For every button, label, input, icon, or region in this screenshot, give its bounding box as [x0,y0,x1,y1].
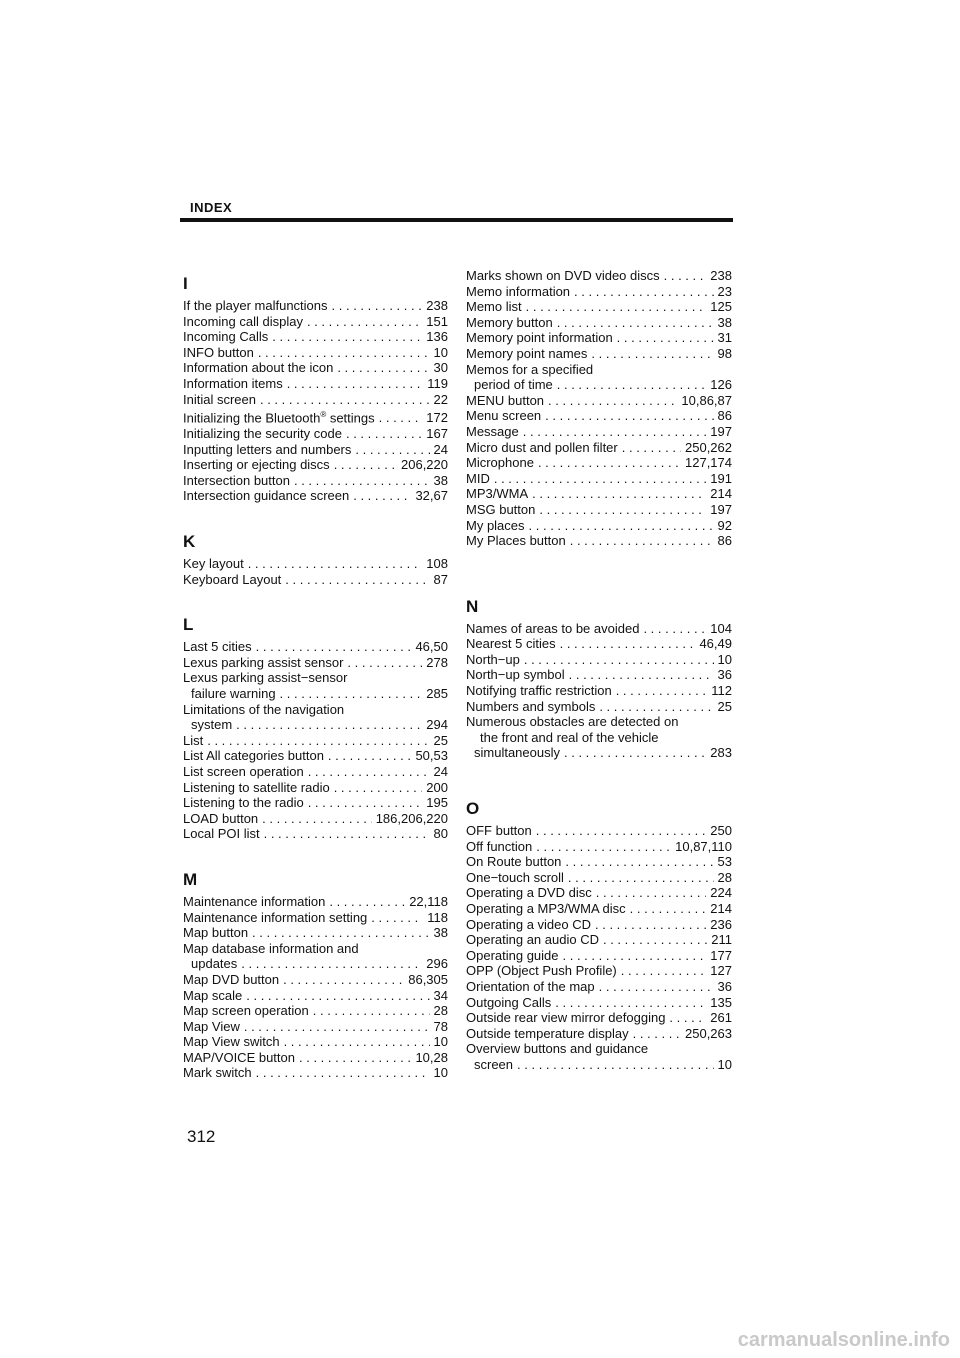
section-letter: L [183,615,194,635]
index-entry: Map DVD button . . . 86,305 [183,972,448,988]
index-entry: MENU button . . . 10,86,87 [466,393,732,409]
index-entry: Intersection button . . . 38 [183,473,448,489]
index-entry: My Places button . . . 86 [466,533,732,549]
index-entry: Names of areas to be avoided . . . 104 [466,621,732,637]
index-entry: Last 5 cities . . . 46,50 [183,639,448,655]
section-k [183,528,448,587]
index-column-left [183,268,448,1105]
index-entry: screen . . . 10 [466,1057,732,1073]
index-entry: Map scale . . . 34 [183,988,448,1004]
index-entry-first-line: Numerous obstacles are detected on [466,714,679,730]
index-entry: Map screen operation . . . 28 [183,1003,448,1019]
index-entry-first-line: Memos for a specified [466,361,594,377]
index-entry: On Route button . . . 53 [466,854,732,870]
index-entry: Memo list . . . 125 [466,299,732,315]
index-entry: North−up . . . 10 [466,652,732,668]
index-entry: Map View . . . 78 [183,1019,448,1035]
index-entry: Menu screen . . . 86 [466,408,732,424]
index-entry: Operating a video CD . . . 236 [466,917,732,933]
header-rule [180,218,733,222]
index-entry: Initializing the security code . . . 167 [183,426,448,442]
index-entry: period of time . . . 126 [466,377,732,393]
index-entry: Lexus parking assist sensor . . . 278 [183,655,448,671]
index-entry-first-line: Map database information and [183,940,359,956]
index-entry: Outside temperature display . . . 250,263 [466,1026,732,1042]
section-l [183,611,448,842]
section-o [466,795,732,1073]
index-entry: system . . . 294 [183,717,448,733]
index-entry: If the player malfunctions . . . 238 [183,298,448,314]
registered-mark: ® [320,410,327,420]
section-letter: I [183,274,188,293]
page-number: 312 [187,1127,216,1146]
index-entry: MAP/VOICE button . . . 10,28 [183,1050,448,1066]
index-entry: Numbers and symbols . . . 25 [466,699,732,715]
index-entry: Information about the icon . . . 30 [183,360,448,376]
section-letter: K [183,532,196,552]
index-entry: Message . . . 197 [466,424,732,440]
index-entry: My places . . . 92 [466,518,732,534]
index-entry: North−up symbol . . . 36 [466,667,732,683]
index-entry: MID . . . 191 [466,471,732,487]
index-entry: Nearest 5 cities . . . 46,49 [466,636,732,652]
page-header-title: INDEX [190,200,233,215]
index-entry-second-line: the front and real of the vehicle [480,729,659,745]
index-entry: Initializing the Bluetooth® settings . . . 172 [183,407,448,426]
index-entry: Maintenance information setting . . . 118 [183,910,448,926]
index-entry: Inserting or ejecting discs . . . 206,220 [183,457,448,473]
index-entry: Map View switch . . . 10 [183,1034,448,1050]
index-entry: Keyboard Layout . . . 87 [183,572,448,588]
index-entry: LOAD button . . . 186,206,220 [183,811,448,827]
index-entry: simultaneously . . . 283 [466,745,732,761]
index-entry: Inputting letters and numbers . . . 24 [183,442,448,458]
index-entry: Operating a MP3/WMA disc . . . 214 [466,901,732,917]
section-letter: O [466,799,480,819]
index-entry: failure warning . . . 285 [183,686,448,702]
section-letter: M [183,869,198,889]
index-entry: Orientation of the map . . . 36 [466,979,732,995]
index-entry-first-line: Lexus parking assist−sensor [183,670,348,686]
index-entry: MSG button . . . 197 [466,502,732,518]
index-entry: List . . . 25 [183,733,448,749]
index-entry: Outside rear view mirror defogging . . . 261 [466,1010,732,1026]
index-entry: List All categories button . . . 50,53 [183,748,448,764]
index-entry: Microphone . . . 127,174 [466,455,732,471]
index-entry: Memory point information . . . 31 [466,330,732,346]
index-entry: Intersection guidance screen . . . 32,67 [183,488,448,504]
index-entry: OFF button . . . 250 [466,823,732,839]
section-i [183,270,448,504]
index-entry: Local POI list . . . 80 [183,826,448,842]
index-entry: Outgoing Calls . . . 135 [466,995,732,1011]
index-entry: updates . . . 296 [183,956,448,972]
index-entry: OPP (Object Push Profile) . . . 127 [466,963,732,979]
index-entry: Key layout . . . 108 [183,556,448,572]
index-entry: Incoming Calls . . . 136 [183,329,448,345]
index-entry: Memo information . . . 23 [466,284,732,300]
index-entry: Listening to satellite radio . . . 200 [183,780,448,796]
index-entry: Memory button . . . 38 [466,315,732,331]
index-entry: Notifying traffic restriction . . . 112 [466,683,732,699]
index-entry: INFO button . . . 10 [183,345,448,361]
index-entry: Incoming call display . . . 151 [183,314,448,330]
index-entry: Map button . . . 38 [183,925,448,941]
index-entry: MP3/WMA . . . 214 [466,486,732,502]
section-m-continued [466,268,732,549]
section-letter: N [466,596,479,616]
index-entry: Initial screen . . . 22 [183,392,448,408]
index-entry: Operating a DVD disc . . . 224 [466,885,732,901]
index-column-right [466,268,732,1097]
index-entry: Marks shown on DVD video discs . . . 238 [466,268,732,284]
watermark: carmanualsonline.info [737,1329,950,1351]
index-entry: Operating guide . . . 177 [466,948,732,964]
index-entry: Micro dust and pollen filter . . . 250,262 [466,440,732,456]
index-entry: Information items . . . 119 [183,376,448,392]
index-entry: List screen operation . . . 24 [183,764,448,780]
section-m [183,866,448,1081]
section-n [466,593,732,761]
index-entry: One−touch scroll . . . 28 [466,870,732,886]
index-entry: Memory point names . . . 98 [466,346,732,362]
index-entry: Off function . . . 10,87,110 [466,839,732,855]
index-entry: Maintenance information . . . 22,118 [183,894,448,910]
index-entry: Listening to the radio . . . 195 [183,795,448,811]
index-entry-first-line: Overview buttons and guidance [466,1041,649,1057]
index-entry-first-line: Limitations of the navigation [183,701,345,717]
index-entry: Operating an audio CD . . . 211 [466,932,732,948]
index-entry: Mark switch . . . 10 [183,1065,448,1081]
